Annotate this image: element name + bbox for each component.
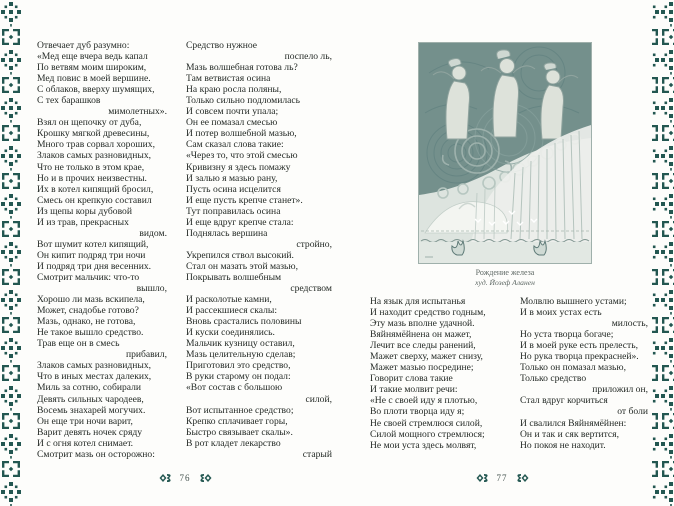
verse-line: «Не с своей иду я плотью, xyxy=(370,395,478,407)
verse-line: И еще вдруг крепче стала: xyxy=(186,216,294,228)
verse-line: Отвечает дуб разумно: xyxy=(37,40,130,51)
verse-line: И еще пусть крепче станет». xyxy=(186,194,303,206)
verse-line: Мажет сверху, мажет снизу, xyxy=(370,351,483,363)
verse-line: прибавил, xyxy=(125,349,167,361)
verse-line: Пусть осина исцелится xyxy=(186,183,281,195)
verse-line: «Мед еще вчера ведь капал xyxy=(37,51,148,63)
footer-ornament-icon xyxy=(198,473,212,483)
verse-line: И совсем почти упала; xyxy=(186,106,279,118)
verse-line: Трав еще он в смесь xyxy=(37,338,120,350)
verse-line: Мажет мазью посредине; xyxy=(370,362,474,374)
embroidery-border-left xyxy=(0,0,22,506)
verse-line: По ветвям моим широким, xyxy=(37,62,147,74)
verse-line: Но и в прочих неизвестны. xyxy=(37,172,147,184)
verse-column-left-1 xyxy=(37,40,167,460)
verse-line: Смотрит мазь он осторожно: xyxy=(37,448,155,460)
verse-line: Тут поправилась осина xyxy=(186,205,281,217)
verse-line: Их в котел кипящий бросил, xyxy=(37,183,154,195)
verse-line: Сам сказал слова такие: xyxy=(186,139,284,151)
verse-line: Вновь срастались половины xyxy=(186,316,302,328)
verse-line: С облаков, вверху шумящих, xyxy=(37,84,155,96)
verse-line: Не своей стремлюся силой, xyxy=(370,417,483,429)
verse-line: И потер волшебной мазью, xyxy=(186,128,297,140)
verse-column-left-2 xyxy=(186,40,338,460)
verse-line: стройно, xyxy=(296,238,332,250)
left-page-footer xyxy=(22,470,348,486)
verse-line: Миль за сотню, собирали xyxy=(37,382,142,394)
verse-line: В руки старому он подал: xyxy=(186,371,291,383)
page-number: 76 xyxy=(179,473,191,483)
verse-line: Только он помазал мазью, xyxy=(520,362,626,374)
verse-line: Мазь целительную сделав; xyxy=(186,349,296,361)
caption-title: Рождение железа xyxy=(475,268,535,277)
verse-line: Но покоя не находит. xyxy=(520,439,606,451)
verse-line: Злаков самых разновидных, xyxy=(37,360,152,372)
verse-line: И куски соединялись. xyxy=(186,327,275,339)
illustration-birth-of-iron xyxy=(418,42,592,264)
footer-ornament-icon xyxy=(159,473,173,483)
verse-line: средством xyxy=(290,283,332,295)
verse-line: Средство нужное xyxy=(186,40,258,51)
verse-line: Силой мощного стремлюся; xyxy=(370,428,485,440)
verse-line: Кривизну я здесь помажу xyxy=(186,161,291,173)
verse-line: Мазь, однако, не готова, xyxy=(37,316,136,328)
verse-line: И находит средство годным, xyxy=(370,307,486,319)
verse-line: Не мои уста здесь молвят, xyxy=(370,439,477,451)
verse-line: Только сильно подломилась xyxy=(186,95,301,107)
verse-line: от боли xyxy=(617,406,648,418)
verse-line: Покрывать волшебным xyxy=(186,271,282,283)
verse-line: Но рука творца прекрасней». xyxy=(520,351,639,363)
verse-line: Стал он мазать этой мазью, xyxy=(186,260,298,272)
verse-line: Во плоти творца иду я; xyxy=(370,406,465,418)
embroidery-border-right xyxy=(652,0,674,506)
verse-line: Мальчик кузницу оставил, xyxy=(186,338,295,350)
verse-line: Но уста творца богаче; xyxy=(520,329,614,341)
verse-line: Мазь волшебная готова ль? xyxy=(186,62,298,74)
verse-line: старый xyxy=(302,448,332,460)
page-number: 77 xyxy=(496,473,508,483)
verse-line: Восемь знахарей могучих. xyxy=(37,404,146,416)
verse-line: Вот шумит котел кипящий, xyxy=(37,238,149,250)
verse-line: видом. xyxy=(139,227,167,239)
verse-line: Он кипит подряд три ночи xyxy=(37,249,146,261)
verse-line: И подряд три дня весенних. xyxy=(37,260,152,272)
verse-line: Вяйнямёйнена он мажет, xyxy=(370,329,472,341)
right-page-footer xyxy=(352,470,652,486)
verse-line: «Вот состав с большою xyxy=(186,382,283,394)
footer-ornament-icon xyxy=(476,473,490,483)
verse-line: С тех барашков xyxy=(37,95,101,107)
verse-line: Крепко сплачивает горы, xyxy=(186,415,288,427)
verse-line: Он еще три ночи варит, xyxy=(37,415,133,427)
verse-line: мимолетных». xyxy=(108,106,167,118)
verse-line: Молвлю вышнего устами; xyxy=(520,296,627,307)
verse-line: Хорошо ли мазь вскипела, xyxy=(37,294,145,306)
verse-line: В рот кладет лекарство xyxy=(186,437,281,449)
verse-line: Может, снадобье готово? xyxy=(37,305,139,317)
verse-line: Укрепился ствол высокий. xyxy=(186,249,294,261)
verse-line: Из щепы коры дубовой xyxy=(37,205,132,217)
verse-line: Вот испытанное средство; xyxy=(186,404,294,416)
verse-line: Лечит все следы ранений, xyxy=(370,340,476,352)
verse-line: Там ветвистая осина xyxy=(186,73,271,85)
verse-line: Говорит слова такие xyxy=(370,373,453,385)
verse-column-right-2 xyxy=(520,296,648,451)
verse-line: Он и так и сяк вертится, xyxy=(520,428,619,440)
illustration-caption xyxy=(418,267,592,288)
verse-line: «Через то, что этой смесью xyxy=(186,150,298,162)
verse-line: Приготовил это средство, xyxy=(186,360,291,372)
verse-line: И с огня котел снимает. xyxy=(37,437,134,449)
verse-line: Поднялась вершина xyxy=(186,227,268,239)
verse-line: Он ее помазал смесью xyxy=(186,117,278,129)
verse-line: Злаков самых разновидных, xyxy=(37,150,152,162)
verse-line: Стал вдруг корчиться xyxy=(520,395,608,407)
verse-line: И рассекшиеся скалы: xyxy=(186,305,278,317)
verse-line: Варит девять ночек сряду xyxy=(37,426,143,438)
verse-line: И свалился Вяйнямёйнен: xyxy=(520,417,627,429)
verse-line: На язык для испытанья xyxy=(370,296,466,307)
verse-line: милость, xyxy=(611,318,648,330)
verse-line: И в моей руке есть прелесть, xyxy=(520,340,638,352)
verse-line: На краю росла поляны, xyxy=(186,84,282,96)
verse-line: силой, xyxy=(305,393,332,405)
verse-line: И такие молвит речи: xyxy=(370,384,458,396)
verse-line: Эту мазь вполне удачной. xyxy=(370,318,475,330)
verse-line: Девять сильных чародеев, xyxy=(37,393,144,405)
verse-line: И в моих устах есть xyxy=(520,307,602,319)
verse-line: Смотрит мальчик: что-то xyxy=(37,271,140,283)
footer-ornament-icon xyxy=(515,473,529,483)
verse-line: поспело ль, xyxy=(284,51,332,63)
verse-line: Что не только в этом крае, xyxy=(37,161,145,173)
verse-line: Смесь он крепкую составил xyxy=(37,194,152,206)
verse-line: Что в иных местах далеких, xyxy=(37,371,152,383)
verse-line: И из трав, прекрасных xyxy=(37,216,129,228)
verse-line: Только средство xyxy=(520,373,587,385)
verse-line: вышло, xyxy=(136,283,167,295)
verse-column-right-1 xyxy=(370,296,512,451)
caption-artist: худ. Йозеф Аланен xyxy=(475,278,535,287)
verse-line: Много трав сорвал хороших, xyxy=(37,139,155,151)
verse-line: Взял он щепочку от дуба, xyxy=(37,117,142,129)
verse-line: И залью я мазью рану, xyxy=(186,172,278,184)
verse-line: Не такое вышло средство. xyxy=(37,327,144,339)
verse-line: Быстро связывает скалы». xyxy=(186,426,293,438)
verse-line: Крошку мягкой древесины, xyxy=(37,128,150,140)
verse-line: И расколотые камни, xyxy=(186,294,272,306)
verse-line: приложил он, xyxy=(592,384,648,396)
verse-line: Мед повис в моей вершине. xyxy=(37,73,151,85)
